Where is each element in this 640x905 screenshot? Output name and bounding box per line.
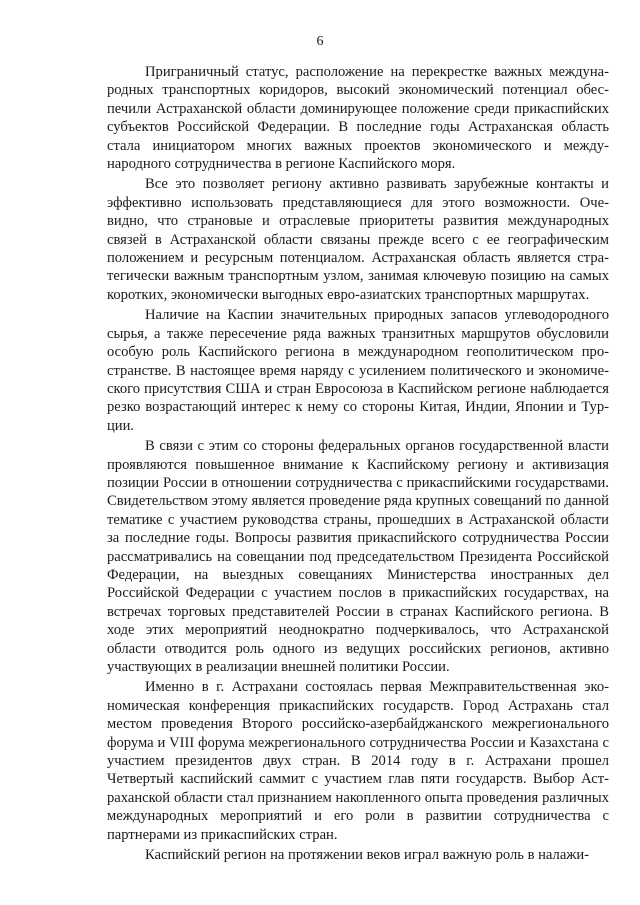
paragraph-border-status: Приграничный статус, расположение на перекрестке важных международных транспортных коридоров, высокий экономический потенциал обеспечили Астраханской области доминирующее положение среди прикаспийских субъектов Российской Федерации. В последние годы Астраханская область стала инициатором многих важных проектов экономического и международного сотрудничества в регионе Каспийского моря. bbox=[107, 64, 609, 173]
paragraph-federal-attention: В связи с этим со стороны федеральных органов государственной власти проявляются повышенное внимание к Каспийскому региону и активизация позиции России в отношении сотрудничества с прикаспийскими государствами. Свидетельством этому является проведение ряда крупных совещаний по данной тематике с участием руководства страны, прошедших в Астраханской области за последние годы. Вопросы развития прикаспийского сотрудничества России рассматривались на совещании под председательством Президента Российской Федерации, на выездных совещаниях Министерства иностранных дел Российской Федерации с участием послов в прикаспийских государствах, на встречах торговых представителей России в странах Каспийского региона. В ходе этих мероприятий неоднократно подчеркивалось, что Астраханской области отводится роль одного из ведущих российских регионов, активно участвующих в реализации внешней политики России. bbox=[107, 438, 609, 675]
paragraph-foreign-contacts: Все это позволяет региону активно развивать зарубежные контакты и эффективно использовать представляющиеся для этого возможности. Очевидно, что страновые и отраслевые приоритеты развития международных связей в Астраханской области связаны прежде всего с ее географическим положением и ресурсным потенциалом. Астраханская область является стратегически важным транспортным узлом, занимая ключевую позицию на самых коротких, экономически выгодных евро-азиатских транспортных маршрутах. bbox=[107, 176, 609, 303]
paragraph-caspian-history: Каспийский регион на протяжении веков играл важную роль в налажи- bbox=[145, 847, 590, 864]
document-body bbox=[107, 63, 609, 866]
page-number: 6 bbox=[316, 34, 324, 49]
paragraph-caspian-resources: Наличие на Каспии значительных природных запасов углеводородного сырья, а также пересечение ряда важных транзитных маршрутов обусловили особую роль Каспийского региона в международном геополитическом пространстве. В настоящее время наряду с усилением политического и экономического присутствия США и стран Евросоюза в Каспийском регионе наблюдается резко возрастающий интерес к нему со стороны Китая, Индии, Японии и Турции. bbox=[107, 307, 609, 434]
paragraph-astrakhan-events: Именно в г. Астрахани состоялась первая Межправительственная экономическая конференция прикаспийских государств. Город Астрахань стал местом проведения Второго российско-азербайджанского межрегионального форума и VIII форума межрегионального сотрудничества России и Казахстана с участием президентов двух стран. В 2014 году в г. Астрахани прошел Четвертый каспийский саммит с участием глав пяти государств. Выбор Астраханской области стал признанием накопленного опыта проведения различных международных мероприятий и его роли в развитии сотрудничества с партнерами из прикаспийских стран. bbox=[107, 679, 609, 843]
